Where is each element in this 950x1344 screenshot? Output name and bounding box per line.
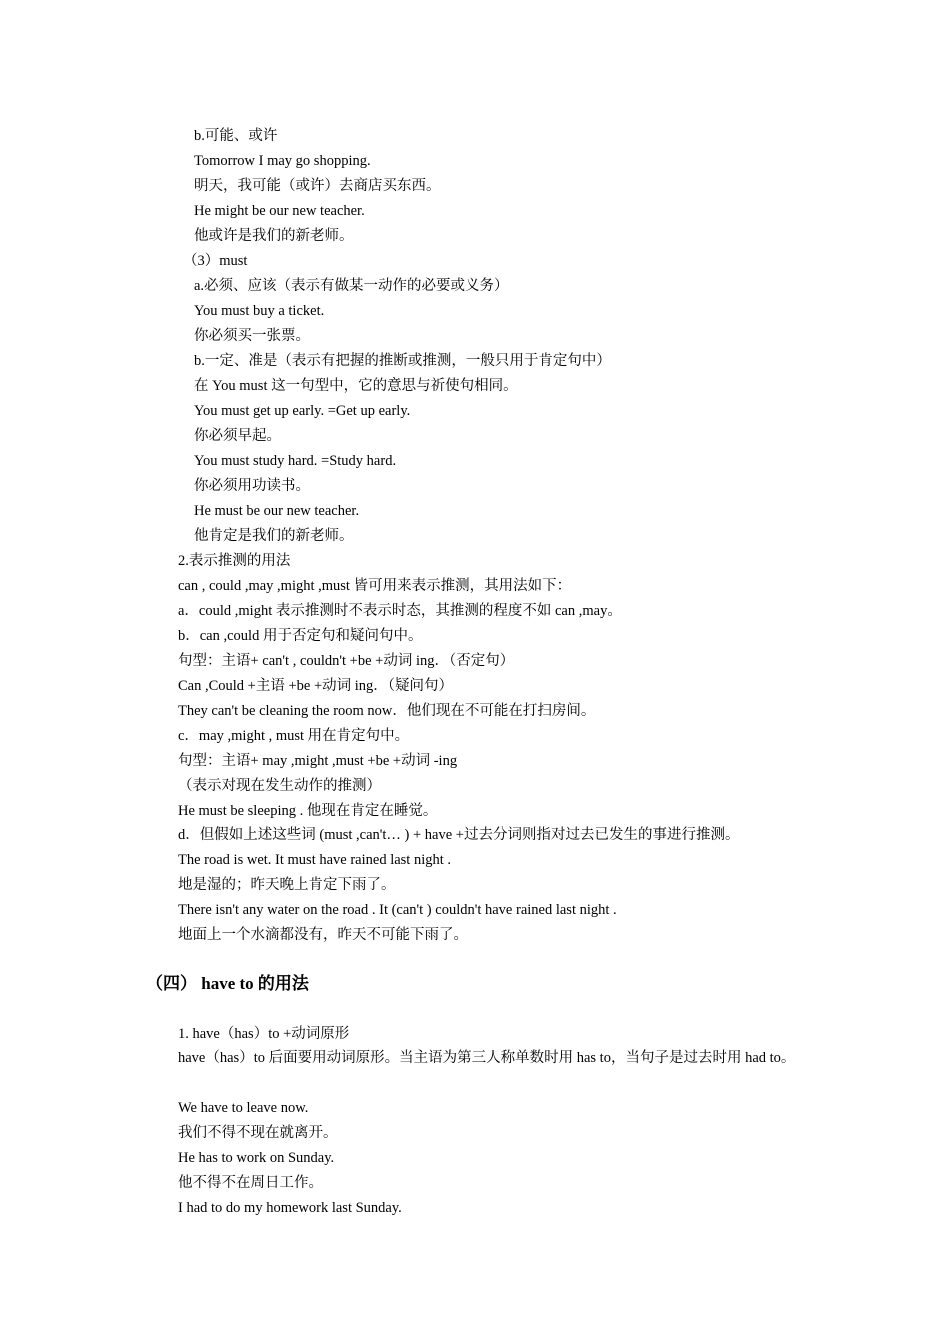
text-line: I had to do my homework last Sunday. — [178, 1200, 402, 1216]
text-line: 在 You must 这一句型中，它的意思与祈使句相同。 — [194, 378, 518, 394]
text-line: 我们不得不现在就离开。 — [178, 1125, 338, 1141]
text-line: d．但假如上述这些词 (must ,can't… ) + have +过去分词则指对过去已发生的事进行推测。 — [178, 827, 740, 843]
text-line: Tomorrow I may go shopping. — [194, 153, 371, 169]
text-line: 1. have（has）to +动词原形 — [178, 1026, 350, 1042]
text-line: We have to leave now. — [178, 1100, 309, 1116]
text-line: The road is wet. It must have rained last night . — [178, 852, 452, 868]
text-line: 你必须用功读书。 — [194, 478, 310, 494]
text-line: 句型：主语+ can't , couldn't +be +动词 ing．（否定句） — [178, 653, 515, 669]
text-line: 他肯定是我们的新老师。 — [194, 528, 354, 544]
text-line: can , could ,may ,might ,must 皆可用来表示推测，其用法如下： — [178, 578, 572, 594]
text-line: 你必须早起。 — [194, 428, 281, 444]
text-line: 2.表示推测的用法 — [178, 553, 291, 569]
text-line: Can ,Could +主语 +be +动词 ing．（疑问句） — [178, 678, 454, 694]
text-line: There isn't any water on the road . It (can't ) couldn't have rained last night . — [178, 902, 617, 918]
text-line: 明天，我可能（或许）去商店买东西。 — [194, 178, 441, 194]
text-line: b.一定、准是（表示有把握的推断或推测，一般只用于肯定句中） — [194, 353, 611, 369]
text-line: b．can ,could 用于否定句和疑问句中。 — [178, 628, 423, 644]
text-line: 句型：主语+ may ,might ,must +be +动词 -ing — [178, 753, 458, 769]
text-line: a.必须、应该（表示有做某一动作的必要或义务） — [194, 278, 509, 294]
text-line: 他或许是我们的新老师。 — [194, 228, 354, 244]
text-line: a．could ,might 表示推测时不表示时态，其推测的程度不如 can ,may。 — [178, 603, 622, 619]
text-line: 你必须买一张票。 — [194, 328, 310, 344]
text-line: c．may ,might , must 用在肯定句中。 — [178, 728, 410, 744]
text-line: b.可能、或许 — [194, 128, 278, 144]
text-line: （表示对现在发生动作的推测） — [178, 778, 381, 794]
text-line: He has to work on Sunday. — [178, 1150, 335, 1166]
text-line: He might be our new teacher. — [194, 203, 365, 219]
text-line: He must be our new teacher. — [194, 503, 360, 519]
section-heading: （四） have to 的用法 — [146, 974, 309, 993]
paragraph: have（has）to 后面要用动词原形。当主语为第三人称单数时用 has to，当句子是过去时用 had to。 — [178, 1050, 796, 1066]
text-line: You must study hard. =Study hard. — [194, 453, 397, 469]
text-line: 地是湿的；昨天晚上肯定下雨了。 — [178, 877, 396, 893]
text-line: He must be sleeping . 他现在肯定在睡觉。 — [178, 803, 438, 819]
text-line: They can't be cleaning the room now．他们现在不可能在打扫房间。 — [178, 703, 596, 719]
text-line: 地面上一个水滴都没有，昨天不可能下雨了。 — [178, 927, 468, 943]
subheading-must: （3）must — [183, 253, 248, 269]
text-line: You must get up early. =Get up early. — [194, 403, 411, 419]
text-line: 他不得不在周日工作。 — [178, 1175, 323, 1191]
text-line: You must buy a ticket. — [194, 303, 325, 319]
